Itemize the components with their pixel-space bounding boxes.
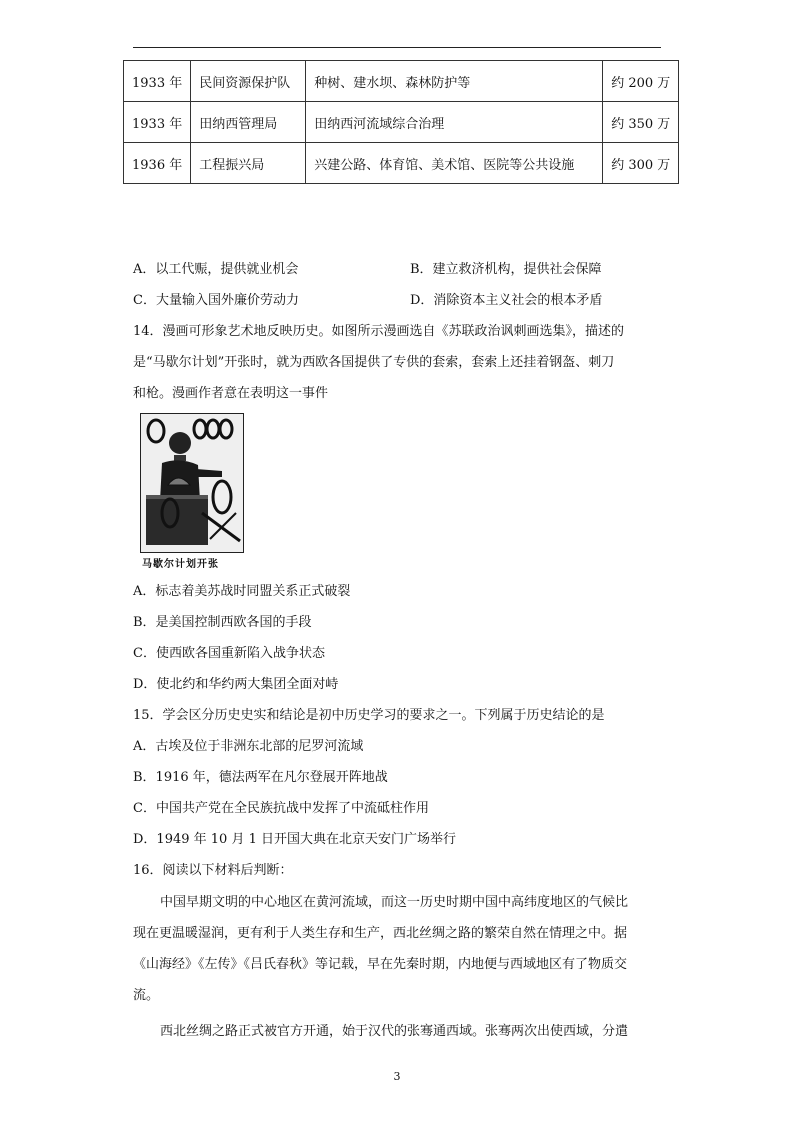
employment-cell: 约 300 万 — [603, 143, 679, 184]
year-cell: 1933 年 — [124, 102, 191, 143]
q16-stem: 16．阅读以下材料后判断： — [133, 863, 293, 878]
q14-option-b[interactable]: B．是美国控制西欧各国的手段 — [133, 615, 312, 630]
q16-material-line-2: 现在更温暖湿润，更有利于人类生存和生产，西北丝绸之路的繁荣自然在情理之中。据 — [133, 926, 628, 941]
q16-material-line-4: 流。 — [133, 988, 160, 1003]
q16-material-line-3: 《山海经》《左传》《吕氏春秋》等记载，早在先秦时期，内地便与西域地区有了物质交 — [133, 957, 628, 972]
year-cell: 1936 年 — [124, 143, 191, 184]
q14-stem-line-3: 和枪。漫画作者意在表明这一事件 — [133, 386, 329, 401]
table-row — [124, 102, 679, 143]
q14-option-c[interactable]: C．使西欧各国重新陷入战争状态 — [133, 646, 325, 661]
work-cell: 兴建公路、体育馆、美术馆、医院等公共设施 — [306, 143, 603, 184]
q14-stem-line-2: 是“马歇尔计划”开张时，就为西欧各国提供了专供的套索，套索上还挂着钢盔、刺刀 — [133, 355, 615, 370]
employment-cell: 约 200 万 — [603, 61, 679, 102]
q13-option-c[interactable]: C．大量输入国外廉价劳动力 — [133, 293, 299, 308]
q14-option-d[interactable]: D．使北约和华约两大集团全面对峙 — [133, 677, 339, 692]
agency-cell: 工程振兴局 — [191, 143, 306, 184]
q15-option-d[interactable]: D．1949 年 10 月 1 日开国大典在北京天安门广场举行 — [133, 832, 456, 847]
page-number: 3 — [393, 1070, 401, 1083]
q14-option-a[interactable]: A．标志着美苏战时同盟关系正式破裂 — [133, 584, 351, 599]
agency-cell: 民间资源保护队 — [191, 61, 306, 102]
q13-option-d[interactable]: D．消除资本主义社会的根本矛盾 — [410, 293, 603, 308]
marshall-plan-cartoon — [140, 413, 244, 568]
q13-option-b[interactable]: B．建立救济机构，提供社会保障 — [410, 262, 602, 277]
employment-cell: 约 350 万 — [603, 102, 679, 143]
cartoon-illustration — [140, 413, 244, 553]
table-row — [124, 143, 679, 184]
table-row — [124, 61, 679, 102]
q16-material-line-5: 西北丝绸之路正式被官方开通，始于汉代的张骞通西域。张骞两次出使西域，分遣 — [160, 1024, 629, 1039]
q14-stem-line-1: 14．漫画可形象艺术地反映历史。如图所示漫画选自《苏联政治讽刺画选集》，描述的 — [133, 324, 625, 339]
q15-option-a[interactable]: A．古埃及位于非洲东北部的尼罗河流域 — [133, 739, 364, 754]
year-cell: 1933 年 — [124, 61, 191, 102]
header-rule — [133, 47, 661, 48]
relief-agencies-table — [123, 60, 679, 184]
q15-option-c[interactable]: C．中国共产党在全民族抗战中发挥了中流砥柱作用 — [133, 801, 429, 816]
q16-material-line-1: 中国早期文明的中心地区在黄河流域，而这一历史时期中国中高纬度地区的气候比 — [160, 895, 629, 910]
q13-option-a[interactable]: A．以工代赈，提供就业机会 — [133, 262, 299, 277]
work-cell: 田纳西河流域综合治理 — [306, 102, 603, 143]
cartoon-caption: 马歇尔计划开张 — [142, 559, 219, 570]
agency-cell: 田纳西管理局 — [191, 102, 306, 143]
q15-stem: 15．学会区分历史史实和结论是初中历史学习的要求之一。下列属于历史结论的是 — [133, 708, 605, 723]
work-cell: 种树、建水坝、森林防护等 — [306, 61, 603, 102]
q15-option-b[interactable]: B．1916 年，德法两军在凡尔登展开阵地战 — [133, 770, 388, 785]
